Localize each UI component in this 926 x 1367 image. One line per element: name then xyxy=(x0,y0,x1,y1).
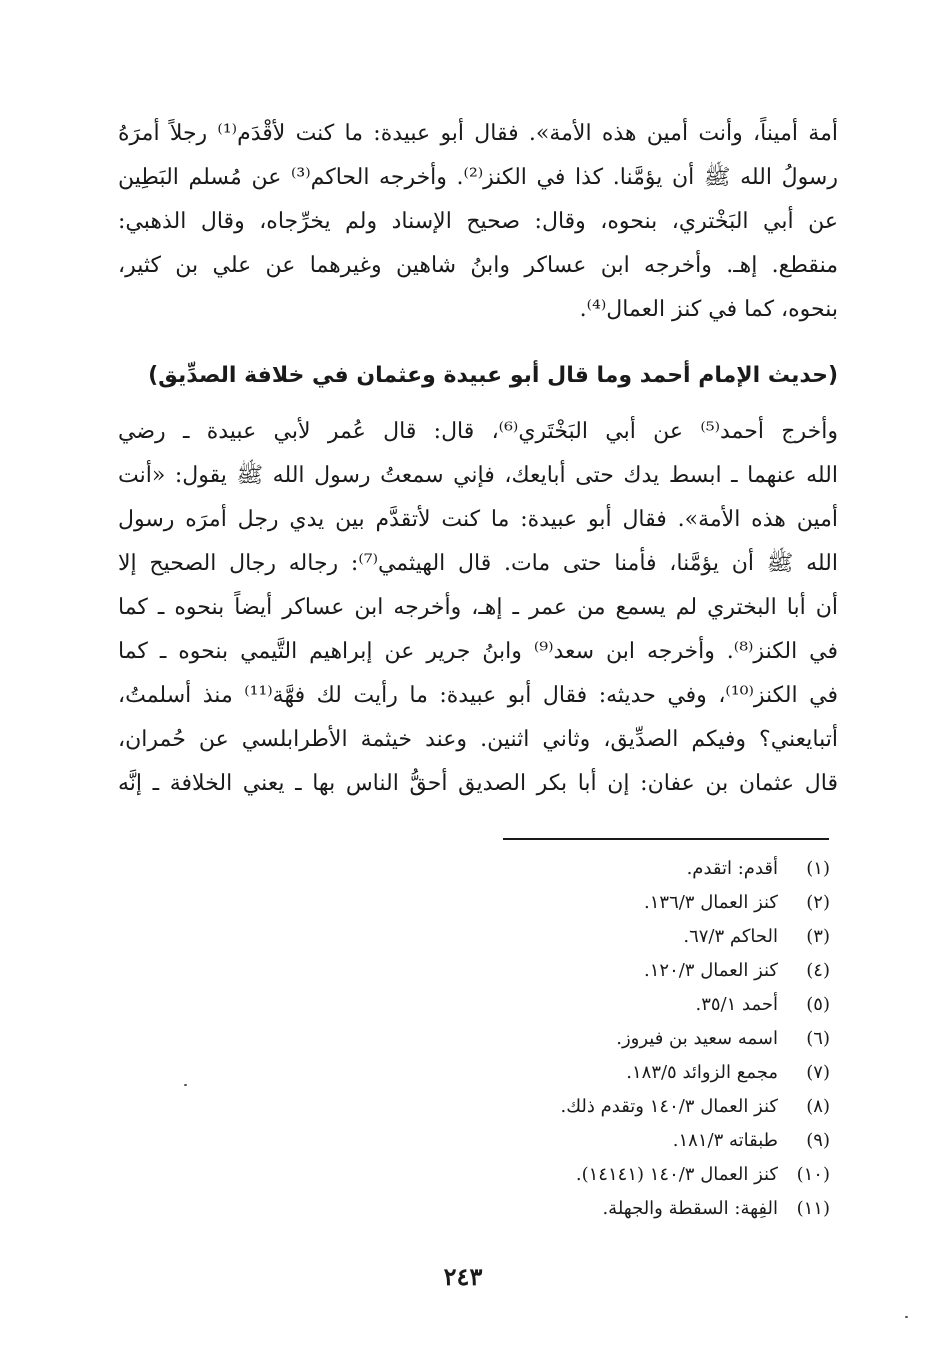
footnote-number: (٣) xyxy=(806,926,830,947)
footnote-text: كنز العمال ١٤٠/٣ (١٤١٤١). xyxy=(575,1164,778,1185)
footnote-item xyxy=(420,852,830,886)
page-number: ٢٤٣ xyxy=(443,1262,483,1291)
footnote-divider xyxy=(503,838,829,840)
text-line: عن أبي البَخْتري، بنحوه، وقال: صحيح الإسناد ولم يخرِّجاه، وقال الذهبي: xyxy=(118,209,838,234)
footnote-text: طبقاته ١٨١/٣. xyxy=(672,1130,778,1151)
footnote-item xyxy=(420,1056,830,1090)
footnote-item xyxy=(420,1124,830,1158)
text-line: منقطع. إهـ. وأخرجه ابن عساكر وابنُ شاهين وغيرهما عن علي بن كثير، xyxy=(118,253,838,278)
text-line: بنحوه، كما في كنز العمال⁽⁴⁾. xyxy=(579,297,838,322)
footnote-item xyxy=(420,920,830,954)
footnote-number: (٤) xyxy=(806,960,830,981)
footnote-item xyxy=(420,1192,830,1226)
footnote-text: الحاكم ٦٧/٣. xyxy=(683,926,778,947)
footnote-text: مجمع الزوائد ١٨٣/٥. xyxy=(626,1062,778,1083)
text-line: قال عثمان بن عفان: إن أبا بكر الصديق أحقُّ الناس بها ـ يعني الخلافة ـ إنَّه xyxy=(118,771,838,796)
footnote-number: (٢) xyxy=(806,892,830,913)
text-line: أتبايعني؟ وفيكم الصدِّيق، وثاني اثنين. وعند خيثمة الأطرابلسي عن حُمران، xyxy=(118,727,838,752)
footnote-item xyxy=(420,988,830,1022)
footnote-number: (٥) xyxy=(806,994,830,1015)
footnote-item xyxy=(420,1022,830,1056)
text-line: في الكنز⁽⁸⁾. وأخرجه ابن سعد⁽⁹⁾ وابنُ جرير عن إبراهيم التَّيمي بنحوه ـ كما xyxy=(118,639,838,664)
footnote-number: (٨) xyxy=(806,1096,830,1117)
text-line: أمة أميناً، وأنت أمين هذه الأمة». فقال أبو عبيدة: ما كنت لأقْدَم⁽¹⁾ رجلاً أمرَهُ xyxy=(118,121,838,146)
footnote-text: كنز العمال ١٣٦/٣. xyxy=(644,892,778,913)
footnote-text: أحمد ٣٥/١. xyxy=(695,994,778,1015)
scan-speck xyxy=(184,1084,187,1086)
body-paragraph-2 xyxy=(118,410,838,806)
text-line: أن أبا البختري لم يسمع من عمر ـ إهـ، وأخرجه ابن عساكر أيضاً بنحوه ـ كما xyxy=(118,595,838,620)
footnote-text: الفِهة: السقطة والجهلة. xyxy=(602,1198,778,1219)
text-line: الله عنهما ـ ابسط يدك حتى أبايعك، فإني سمعتُ رسول الله ﷺ يقول: «أنت xyxy=(118,463,838,488)
footnote-number: (١٠) xyxy=(796,1164,830,1185)
scan-speck xyxy=(905,1316,908,1318)
footnote-text: أقدم: اتقدم. xyxy=(686,858,778,879)
footnote-number: (٦) xyxy=(806,1028,830,1049)
footnote-item xyxy=(420,886,830,920)
footnote-number: (٧) xyxy=(806,1062,830,1083)
text-line: رسولُ الله ﷺ أن يؤمَّنا. كذا في الكنز⁽²⁾. وأخرجه الحاكم⁽³⁾ عن مُسلم البَطِين xyxy=(118,165,838,190)
footnote-item xyxy=(420,1158,830,1192)
footnote-item xyxy=(420,1090,830,1124)
footnote-number: (١) xyxy=(806,858,830,879)
text-line: وأخرج أحمد⁽⁵⁾ عن أبي البَخْتَري⁽⁶⁾، قال: قال عُمر لأبي عبيدة ـ رضي xyxy=(118,419,838,444)
text-line: أمين هذه الأمة». فقال أبو عبيدة: ما كنت لأتقدَّم بين يدي رجل أمرَه رسول xyxy=(118,507,838,532)
footnote-number: (٩) xyxy=(806,1130,830,1151)
footnote-number: (١١) xyxy=(796,1198,830,1219)
footnote-item xyxy=(420,954,830,988)
footnotes-list xyxy=(420,852,830,1226)
footnote-text: اسمه سعيد بن فيروز. xyxy=(616,1028,778,1049)
body-paragraph-1 xyxy=(118,112,838,332)
footnote-text: كنز العمال ١٤٠/٣ وتقدم ذلك. xyxy=(560,1096,778,1117)
footnote-text: كنز العمال ١٢٠/٣. xyxy=(644,960,778,981)
text-line: الله ﷺ أن يؤمَّنا، فأمنا حتى مات. قال الهيثمي⁽⁷⁾: رجاله رجال الصحيح إلا xyxy=(118,551,838,576)
text-line: في الكنز⁽¹⁰⁾، وفي حديثه: فقال أبو عبيدة: ما رأيت لك فهَّة⁽¹¹⁾ منذ أسلمتُ، xyxy=(118,683,838,708)
section-heading: (حديث الإمام أحمد وما قال أبو عبيدة وعثمان في خلافة الصدِّيق) xyxy=(148,363,838,388)
